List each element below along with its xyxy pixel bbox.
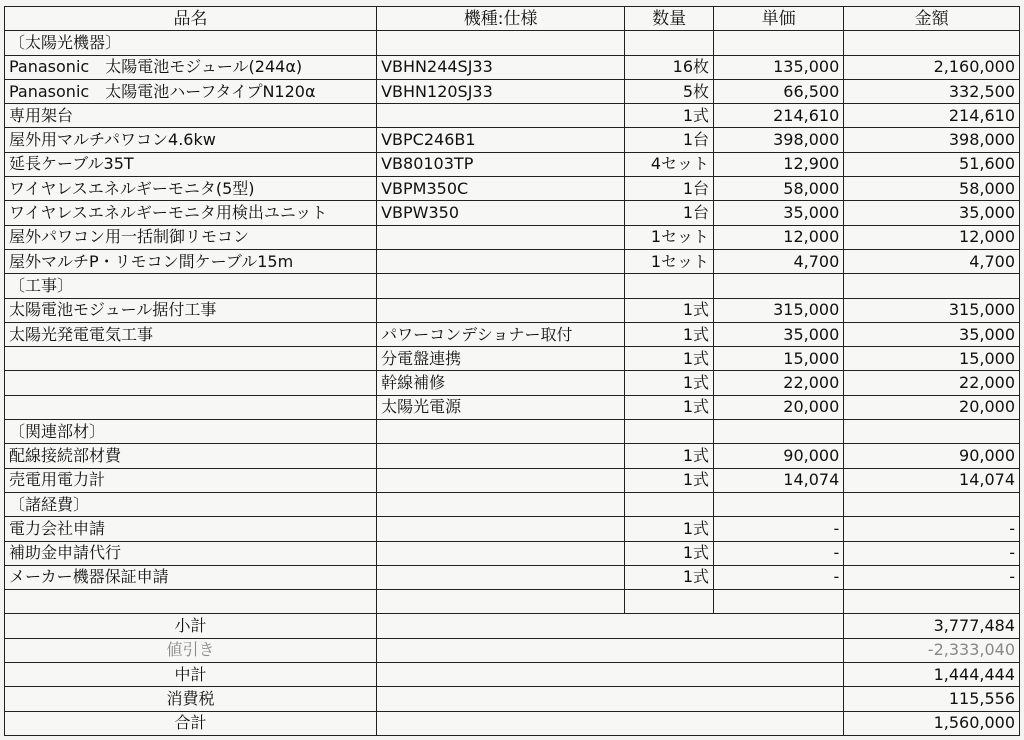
table-row (5, 177, 1020, 201)
table-row (5, 371, 1020, 395)
cell-amount: 4,700 (844, 249, 1020, 273)
cell-amount: 214,610 (844, 104, 1020, 128)
cell-qty: 1式 (625, 541, 714, 565)
header-name: 品名 (5, 7, 377, 31)
total-row (5, 687, 1020, 711)
total-label: 合計 (5, 711, 377, 735)
table-row (5, 274, 1020, 298)
total-label: 値引き (5, 638, 377, 662)
cell-name: 屋外パワコン用一括制御リモコン (5, 225, 377, 249)
cell-spec: VBHN120SJ33 (377, 79, 625, 103)
cell-name: 〔諸経費〕 (5, 492, 377, 516)
cell-qty: 1セット (625, 249, 714, 273)
cell-unit-price: 58,000 (714, 177, 844, 201)
cell-qty: 1式 (625, 322, 714, 346)
cell-amount: 14,074 (844, 468, 1020, 492)
total-amount: 3,777,484 (844, 614, 1020, 638)
table-row (5, 590, 1020, 614)
cell-amount: 90,000 (844, 444, 1020, 468)
table-row (5, 517, 1020, 541)
cell-qty: 1式 (625, 298, 714, 322)
cell-spec (377, 517, 625, 541)
header-unit-price: 単価 (714, 7, 844, 31)
estimate-table (4, 6, 1020, 736)
cell-qty: 1セット (625, 225, 714, 249)
cell-name: 延長ケーブル35T (5, 152, 377, 176)
cell-amount: 2,160,000 (844, 55, 1020, 79)
cell-name: 売電用電力計 (5, 468, 377, 492)
cell-qty: 1式 (625, 517, 714, 541)
total-empty-cell (377, 614, 844, 638)
table-row (5, 152, 1020, 176)
cell-unit-price: 35,000 (714, 322, 844, 346)
total-label: 小計 (5, 614, 377, 638)
table-row (5, 128, 1020, 152)
cell-spec (377, 31, 625, 55)
cell-qty: 1台 (625, 201, 714, 225)
cell-qty: 1台 (625, 128, 714, 152)
total-row (5, 711, 1020, 735)
cell-name: 〔太陽光機器〕 (5, 31, 377, 55)
cell-unit-price (714, 420, 844, 444)
cell-spec (377, 565, 625, 589)
table-row (5, 492, 1020, 516)
cell-spec: VBPW350 (377, 201, 625, 225)
cell-spec: 分電盤連携 (377, 347, 625, 371)
cell-amount: - (844, 541, 1020, 565)
total-amount: 1,444,444 (844, 663, 1020, 687)
cell-name: 配線接続部材費 (5, 444, 377, 468)
totals-section (5, 614, 1020, 735)
total-label: 消費税 (5, 687, 377, 711)
cell-unit-price: 15,000 (714, 347, 844, 371)
cell-amount (844, 420, 1020, 444)
table-row (5, 31, 1020, 55)
cell-qty: 1式 (625, 347, 714, 371)
cell-name (5, 347, 377, 371)
cell-amount: 35,000 (844, 201, 1020, 225)
cell-name: ワイヤレスエネルギーモニタ(5型) (5, 177, 377, 201)
cell-spec (377, 225, 625, 249)
cell-name (5, 590, 377, 614)
cell-amount (844, 274, 1020, 298)
total-amount: 1,560,000 (844, 711, 1020, 735)
cell-unit-price: - (714, 517, 844, 541)
cell-name: Panasonic 太陽電池モジュール(244α) (5, 55, 377, 79)
cell-name: 補助金申請代行 (5, 541, 377, 565)
cell-unit-price: 398,000 (714, 128, 844, 152)
table-row (5, 444, 1020, 468)
cell-name: ワイヤレスエネルギーモニタ用検出ユニット (5, 201, 377, 225)
cell-unit-price: 315,000 (714, 298, 844, 322)
table-row (5, 298, 1020, 322)
cell-amount: 58,000 (844, 177, 1020, 201)
cell-name: 太陽光発電電気工事 (5, 322, 377, 346)
table-row (5, 249, 1020, 273)
cell-unit-price: 20,000 (714, 395, 844, 419)
cell-unit-price: 14,074 (714, 468, 844, 492)
table-row (5, 79, 1020, 103)
cell-unit-price: 214,610 (714, 104, 844, 128)
cell-qty: 1台 (625, 177, 714, 201)
cell-amount: 51,600 (844, 152, 1020, 176)
cell-name: 〔工事〕 (5, 274, 377, 298)
cell-name: 屋外マルチP・リモコン間ケーブル15m (5, 249, 377, 273)
cell-name: メーカー機器保証申請 (5, 565, 377, 589)
cell-spec (377, 249, 625, 273)
cell-name (5, 395, 377, 419)
cell-qty (625, 274, 714, 298)
total-row (5, 614, 1020, 638)
cell-qty: 1式 (625, 104, 714, 128)
cell-spec (377, 492, 625, 516)
cell-name: 専用架台 (5, 104, 377, 128)
cell-qty (625, 590, 714, 614)
total-empty-cell (377, 663, 844, 687)
cell-amount (844, 492, 1020, 516)
total-row (5, 663, 1020, 687)
cell-amount (844, 590, 1020, 614)
cell-qty (625, 420, 714, 444)
header-amount: 金額 (844, 7, 1020, 31)
cell-unit-price (714, 492, 844, 516)
cell-unit-price (714, 590, 844, 614)
cell-amount: 398,000 (844, 128, 1020, 152)
cell-qty: 16枚 (625, 55, 714, 79)
cell-spec (377, 420, 625, 444)
cell-unit-price: - (714, 541, 844, 565)
cell-amount: 22,000 (844, 371, 1020, 395)
cell-spec (377, 590, 625, 614)
cell-spec: 太陽光電源 (377, 395, 625, 419)
table-row (5, 104, 1020, 128)
table-row (5, 468, 1020, 492)
cell-spec: VB80103TP (377, 152, 625, 176)
cell-name: Panasonic 太陽電池ハーフタイプN120α (5, 79, 377, 103)
cell-name: 電力会社申請 (5, 517, 377, 541)
cell-unit-price (714, 31, 844, 55)
table-row (5, 225, 1020, 249)
header-spec: 機種:仕様 (377, 7, 625, 31)
total-empty-cell (377, 711, 844, 735)
cell-unit-price: 135,000 (714, 55, 844, 79)
cell-qty: 1式 (625, 444, 714, 468)
cell-unit-price: 12,000 (714, 225, 844, 249)
total-label: 中計 (5, 663, 377, 687)
header-row (5, 7, 1020, 31)
cell-unit-price: 12,900 (714, 152, 844, 176)
cell-amount: - (844, 565, 1020, 589)
cell-qty (625, 492, 714, 516)
total-amount: -2,333,040 (844, 638, 1020, 662)
cell-unit-price: 22,000 (714, 371, 844, 395)
cell-unit-price: 66,500 (714, 79, 844, 103)
total-row (5, 638, 1020, 662)
line-items (5, 31, 1020, 614)
cell-amount: - (844, 517, 1020, 541)
total-amount: 115,556 (844, 687, 1020, 711)
cell-name: 屋外用マルチパワコン4.6kw (5, 128, 377, 152)
cell-amount (844, 31, 1020, 55)
cell-unit-price (714, 274, 844, 298)
cell-spec: 幹線補修 (377, 371, 625, 395)
cell-spec (377, 298, 625, 322)
cell-amount: 20,000 (844, 395, 1020, 419)
cell-unit-price: 90,000 (714, 444, 844, 468)
table-row (5, 541, 1020, 565)
cell-spec: VBPC246B1 (377, 128, 625, 152)
cell-unit-price: 35,000 (714, 201, 844, 225)
table-row (5, 55, 1020, 79)
cell-unit-price: - (714, 565, 844, 589)
cell-qty: 1式 (625, 468, 714, 492)
table-row (5, 420, 1020, 444)
cell-name: 太陽電池モジュール据付工事 (5, 298, 377, 322)
cell-name (5, 371, 377, 395)
cell-qty: 5枚 (625, 79, 714, 103)
table-row (5, 395, 1020, 419)
cell-qty (625, 31, 714, 55)
table-row (5, 347, 1020, 371)
table-row (5, 322, 1020, 346)
cell-name: 〔関連部材〕 (5, 420, 377, 444)
cell-spec: VBHN244SJ33 (377, 55, 625, 79)
cell-spec: パワーコンデショナー取付 (377, 322, 625, 346)
table-row (5, 201, 1020, 225)
cell-qty: 1式 (625, 565, 714, 589)
cell-amount: 15,000 (844, 347, 1020, 371)
cell-spec (377, 468, 625, 492)
total-empty-cell (377, 687, 844, 711)
table-row (5, 565, 1020, 589)
cell-amount: 315,000 (844, 298, 1020, 322)
cell-qty: 1式 (625, 371, 714, 395)
cell-amount: 35,000 (844, 322, 1020, 346)
cell-spec (377, 104, 625, 128)
total-empty-cell (377, 638, 844, 662)
header-qty: 数量 (625, 7, 714, 31)
cell-spec (377, 274, 625, 298)
cell-spec (377, 444, 625, 468)
cell-amount: 12,000 (844, 225, 1020, 249)
cell-spec (377, 541, 625, 565)
cell-qty: 1式 (625, 395, 714, 419)
cell-amount: 332,500 (844, 79, 1020, 103)
cell-unit-price: 4,700 (714, 249, 844, 273)
cell-qty: 4セット (625, 152, 714, 176)
cell-spec: VBPM350C (377, 177, 625, 201)
